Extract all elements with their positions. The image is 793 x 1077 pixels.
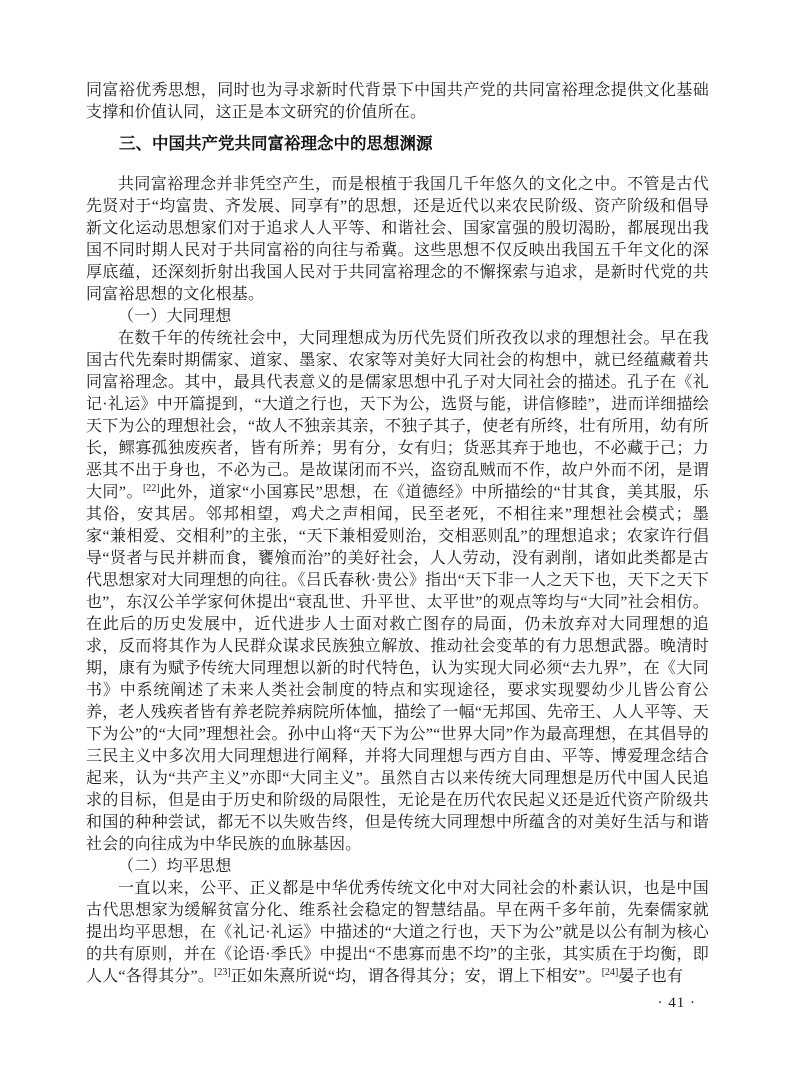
subsection-1-heading: （一）大同理想 — [118, 308, 232, 325]
footnote-ref-22: [22] — [142, 483, 160, 494]
page-number: · 41 · — [657, 995, 696, 1011]
paragraph-text-segment: 一直以来，公平、正义都是中华优秀传统文化中对大同社会的朴素认识，也是中国古代思想家为缓解贫富分化、维系社会稳定的智慧结晶。早在两千多年前，先秦儒家就提出均平思想，在《礼记·礼运》中描述的“大道之行也，天下为公”就是以公有制为核心的共有原则，并在《论语·季氏》中提出“不患寡而患不均”的主张，其实质在于均衡，即人人“各得其分”。 — [86, 880, 709, 985]
paragraph-text-segment: 正如朱熹所说“均，谓各得其分；安，谓上下相安”。 — [230, 968, 602, 985]
section-heading: 三、中国共产党共同富裕理念中的思想渊源 — [119, 135, 433, 153]
article-body — [86, 80, 709, 988]
subsection-1-paragraph — [86, 328, 709, 856]
paragraph-text-segment: 此外，道家“小国寡民”思想，在《道德经》中所描绘的“甘其食，美其服，乐其俗，安其居。邻邦相望，鸡犬之声相闻，民至老死，不相往来”理想社会模式；墨家“兼相爱、交相利”的主张，“天下兼相爱则治，交相恶则乱”的理想追求；农家许行倡导“贤者与民并耕而食，饔飧而治”的美好社会，人人劳动，没有剥削，诸如此类都是古代思想家对大同理想的向往。《吕氏春秋·贵公》指出“天下非一人之天下也，天下之天下也”，东汉公羊学家何休提出“衰乱世、升平世、太平世”的观点等均与“大同”社会相仿。在此后的历史发展中，近代进步人士面对救亡图存的局面，仍未放弃对大同理想的追求，反而将其作为人民群众谋求民族独立解放、推动社会变革的有力思想武器。晚清时期，康有为赋予传统大同理想以新的时代特色，认为实现大同必须“去九界”，在《大同书》中系统阐述了未来人类社会制度的特点和实现途径，要求实现婴幼少儿皆公育公养，老人残疾者皆有养老院养病院所体恤，描绘了一幅“无邦国、先帝王、人人平等、天下为公”的“大同”理想社会。孙中山将“天下为公”“世界大同”作为最高理想，在其倡导的三民主义中多次用大同理想进行阐释，并将大同理想与西方自由、平等、博爱理念结合起来，认为“共产主义”亦即“大同主义”。虽然自古以来传统大同理想是历代中国人民追求的目标，但是由于历史和阶级的局限性，无论是在历代农民起义还是近代资产阶级共和国的种种尝试，都无不以失败告终，但是传统大同理想中所蕴含的对美好生活与和谐社会的向往成为中华民族的血脉基因。 — [86, 484, 710, 853]
continuation-paragraph: 同富裕优秀思想，同时也为寻求新时代背景下中国共产党的共同富裕理念提供文化基础支撑和价值认同，这正是本文研究的价值所在。 — [86, 82, 709, 121]
subsection-2-heading: （二）均平思想 — [118, 858, 232, 875]
paragraph-text-segment: 晏子也有 — [618, 968, 684, 985]
footnote-ref-24: [24] — [601, 967, 619, 978]
subsection-2-paragraph — [86, 878, 709, 988]
lead-paragraph: 共同富裕理念并非凭空产生，而是根植于我国几千年悠久的文化之中。不管是古代先贤对于“均富贵、齐发展、同享有”的思想，还是近代以来农民阶级、资产阶级和倡导新文化运动思想家们对于追求人人平等、和谐社会、国家富强的殷切渴盼，都展现出我国不同时期人民对于共同富裕的向往与希冀。这些思想不仅反映出我国五千年文化的深厚底蕴，还深刻折射出我国人民对于共同富裕理念的不懈探索与追求，是新时代党的共同富裕思想的文化根基。 — [86, 176, 709, 303]
footnote-ref-23: [23] — [214, 967, 231, 978]
paragraph-text-segment: 在数千年的传统社会中，大同理想成为历代先贤们所孜孜以求的理想社会。早在我国古代先秦时期儒家、道家、墨家、农家等对美好大同社会的构想中，就已经蕴藏着共同富裕理念。其中，最具代表意义的是儒家思想中孔子对大同社会的描述。孔子在《礼记·礼运》中开篇提到，“大道之行也，天下为公，选贤与能，讲信修睦”，进而详细描绘天下为公的理想社会，“故人不独亲其亲，不独子其子，使老有所终，壮有所用，幼有所长，鳏寡孤独废疾者，皆有所养；男有分，女有归；货恶其弃于地也，不必藏于己；力恶其不出于身也，不必为己。是故谋闭而不兴，盗窃乱贼而不作，故户外而不闭，是谓大同”。 — [86, 330, 709, 501]
